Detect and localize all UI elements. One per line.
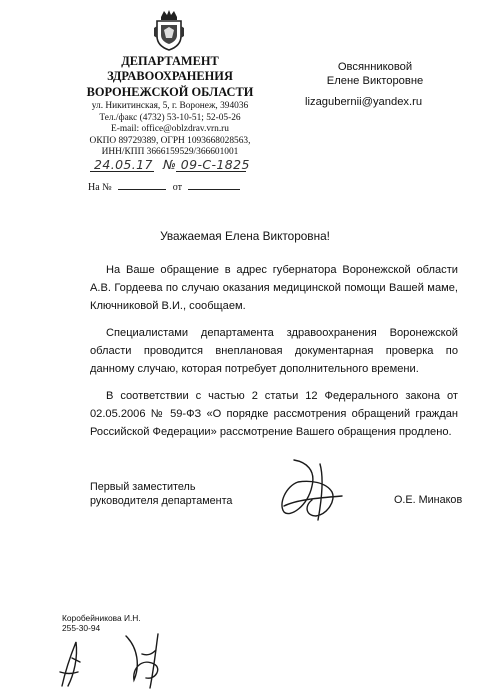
recipient-email: lizagubernii@yandex.ru xyxy=(305,96,423,108)
signatory-name: О.Е. Минаков xyxy=(394,494,463,506)
address-line: ул. Никитинская, 5, г. Воронеж, 394036 xyxy=(91,101,249,111)
ref-from: от xyxy=(172,182,182,193)
signatory-title-line: руководителя департамента xyxy=(90,495,233,507)
paragraph: На Ваше обращение в адрес губернатора Воронежской области А.В. Гордеева по случаю оказания медицинской помощи Вашей маме, Ключниковой В.И., сообщаем. xyxy=(90,264,458,312)
paragraph: В соответствии с частью 2 статьи 12 Федерального закона от 02.05.2006 № 59-ФЗ «О порядке рассмотрения обращений граждан Российской Федерации» рассмотрение Вашего обращения продлено. xyxy=(90,390,458,438)
letter-body xyxy=(90,261,458,450)
executor-name: Коробейникова И.Н. xyxy=(62,613,141,623)
signatory-title-line: Первый заместитель xyxy=(90,481,196,493)
reference-row xyxy=(88,180,240,193)
ref-date-blank xyxy=(188,180,240,190)
handwritten-mark xyxy=(58,628,178,690)
department-line: ДЕПАРТАМЕНТ xyxy=(121,54,219,68)
date-underline xyxy=(90,171,154,172)
executor-phone: 255-30-94 xyxy=(62,623,101,633)
ref-label: На № xyxy=(88,182,112,193)
department-line: ВОРОНЕЖСКОЙ ОБЛАСТИ xyxy=(86,84,254,99)
coat-of-arms-icon xyxy=(152,8,186,52)
recipient-name: Елене Викторовне xyxy=(326,75,424,87)
address-line: ОКПО 89729389, ОГРН 1093668028563, xyxy=(89,135,251,146)
address-line: E-mail: office@oblzdrav.vrn.ru xyxy=(111,124,229,135)
recipient-block xyxy=(300,60,450,88)
ref-blank xyxy=(118,180,166,190)
number-value: 09-С-1825 xyxy=(180,157,250,172)
salutation: Уважаемая Елена Викторовна! xyxy=(160,229,330,243)
address-line: ИНН/КПП 3666159529/366601001 xyxy=(101,147,239,158)
department-name xyxy=(86,54,254,100)
recipient-surname: Овсянниковой xyxy=(337,61,413,73)
handwritten-signature xyxy=(276,456,356,526)
department-line: ЗДРАВООХРАНЕНИЯ xyxy=(107,69,233,84)
paragraph: Специалистами департамента здравоохранения Воронежской области проводится внеплановая документарная проверка по данному случаю, которая потребует дополнительного времени. xyxy=(90,327,458,375)
registration-date: 24.05.17 xyxy=(94,157,153,172)
number-prefix: № xyxy=(163,157,177,172)
registration-number xyxy=(163,157,250,172)
signatory-title xyxy=(90,480,232,508)
address-line: Тел./факс (4732) 53-10-51; 52-05-26 xyxy=(99,112,241,123)
sender-address xyxy=(84,101,256,159)
number-underline xyxy=(176,171,246,172)
